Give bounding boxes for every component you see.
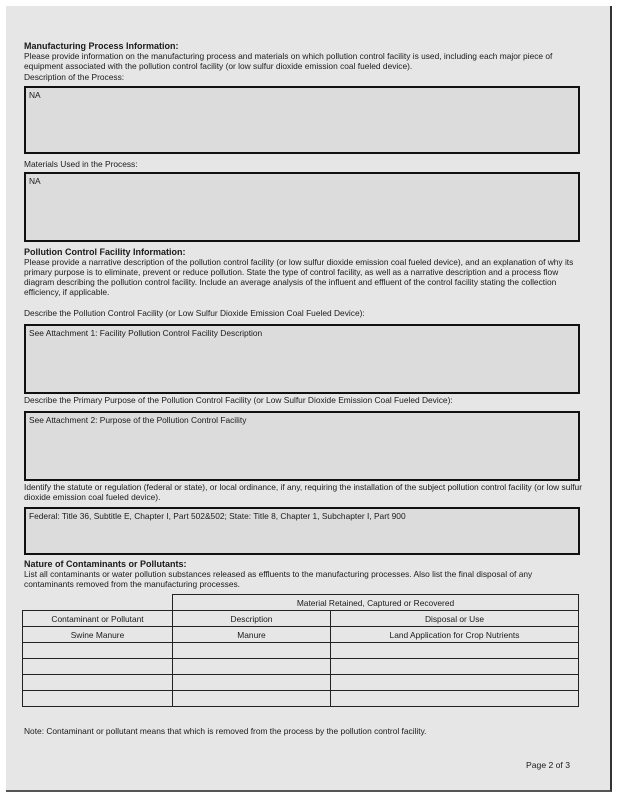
form-page bbox=[6, 6, 612, 792]
contaminant-cell[interactable] bbox=[23, 659, 173, 675]
pollution-control-instructions: Please provide a narrative description of the pollution control facility (or low sulfur dioxide emission coal fueled device), and an explanation of why its primary purpose is to eliminate, prevent or reduce pollution. State the type of control facility, as well as a narrative description and a process flow diagram describing the pollution control facility. Include an average analysis of the influent and effluent of the control facility stating the collection efficiency, if applicable. bbox=[24, 257, 574, 297]
pollution-control-heading: Pollution Control Facility Information: bbox=[24, 247, 186, 257]
column-header-contaminant: Contaminant or Pollutant bbox=[23, 611, 173, 627]
contaminant-cell[interactable] bbox=[23, 691, 173, 707]
primary-purpose-label: Describe the Primary Purpose of the Pollution Control Facility (or Low Sulfur Dioxide Emission Coal Fueled Device): bbox=[24, 395, 453, 405]
page-number: Page 2 of 3 bbox=[526, 760, 570, 770]
describe-facility-label: Describe the Pollution Control Facility (or Low Sulfur Dioxide Emission Coal Fueled Device): bbox=[24, 308, 365, 318]
table-column-header-row bbox=[23, 611, 579, 627]
primary-purpose-field[interactable] bbox=[24, 411, 580, 481]
describe-facility-value: See Attachment 1: Facility Pollution Control Facility Description bbox=[29, 328, 263, 338]
contaminant-cell[interactable]: Swine Manure bbox=[23, 627, 173, 643]
description-cell[interactable] bbox=[173, 659, 331, 675]
manufacturing-heading: Manufacturing Process Information: bbox=[24, 41, 179, 51]
contaminant-cell[interactable] bbox=[23, 675, 173, 691]
process-description-field[interactable] bbox=[24, 86, 580, 154]
table-group-header-row bbox=[23, 595, 579, 611]
statute-field[interactable] bbox=[24, 507, 580, 555]
statute-value: Federal: Title 36, Subtitle E, Chapter I, Part 502&502; State: Title 8, Chapter 1, Subchapter I, Part 900 bbox=[29, 511, 406, 521]
materials-value: NA bbox=[29, 176, 41, 186]
materials-field[interactable] bbox=[24, 172, 580, 242]
describe-facility-field[interactable] bbox=[24, 324, 580, 394]
table-row bbox=[23, 691, 579, 707]
material-retained-header: Material Retained, Captured or Recovered bbox=[173, 595, 579, 611]
primary-purpose-value: See Attachment 2: Purpose of the Pollution Control Facility bbox=[29, 415, 247, 425]
process-description-value: NA bbox=[29, 90, 41, 100]
column-header-description: Description bbox=[173, 611, 331, 627]
manufacturing-instructions: Please provide information on the manufacturing process and materials on which pollution control facility is used, including each major piece of equipment associated with the pollution control facility (or low sulfur dioxide emission coal fueled device). bbox=[24, 51, 553, 71]
description-cell[interactable] bbox=[173, 691, 331, 707]
contaminants-table bbox=[22, 594, 579, 707]
table-row bbox=[23, 627, 579, 643]
table-empty-corner bbox=[23, 595, 173, 611]
disposal-cell[interactable] bbox=[331, 675, 579, 691]
table-row bbox=[23, 659, 579, 675]
disposal-cell[interactable] bbox=[331, 659, 579, 675]
table-row bbox=[23, 643, 579, 659]
contaminants-instructions: List all contaminants or water pollution substances released as effluents to the manufacturing processes. Also list the final disposal of any contaminants removed from the manufacturing processes. bbox=[24, 569, 533, 589]
description-cell[interactable] bbox=[173, 675, 331, 691]
description-cell[interactable] bbox=[173, 643, 331, 659]
statute-label: Identify the statute or regulation (federal or state), or local ordinance, if any, requiring the installation of the subject pollution control facility (or low sulfur dioxide emission coal fueled device). bbox=[24, 482, 583, 502]
process-description-label: Description of the Process: bbox=[24, 72, 125, 82]
table-row bbox=[23, 675, 579, 691]
disposal-cell[interactable] bbox=[331, 691, 579, 707]
materials-label: Materials Used in the Process: bbox=[24, 159, 138, 169]
column-header-disposal: Disposal or Use bbox=[331, 611, 579, 627]
disposal-cell[interactable]: Land Application for Crop Nutrients bbox=[331, 627, 579, 643]
description-cell[interactable]: Manure bbox=[173, 627, 331, 643]
contaminant-note: Note: Contaminant or pollutant means that which is removed from the process by the pollution control facility. bbox=[24, 726, 427, 736]
contaminant-cell[interactable] bbox=[23, 643, 173, 659]
contaminants-heading: Nature of Contaminants or Pollutants: bbox=[24, 559, 187, 569]
disposal-cell[interactable] bbox=[331, 643, 579, 659]
